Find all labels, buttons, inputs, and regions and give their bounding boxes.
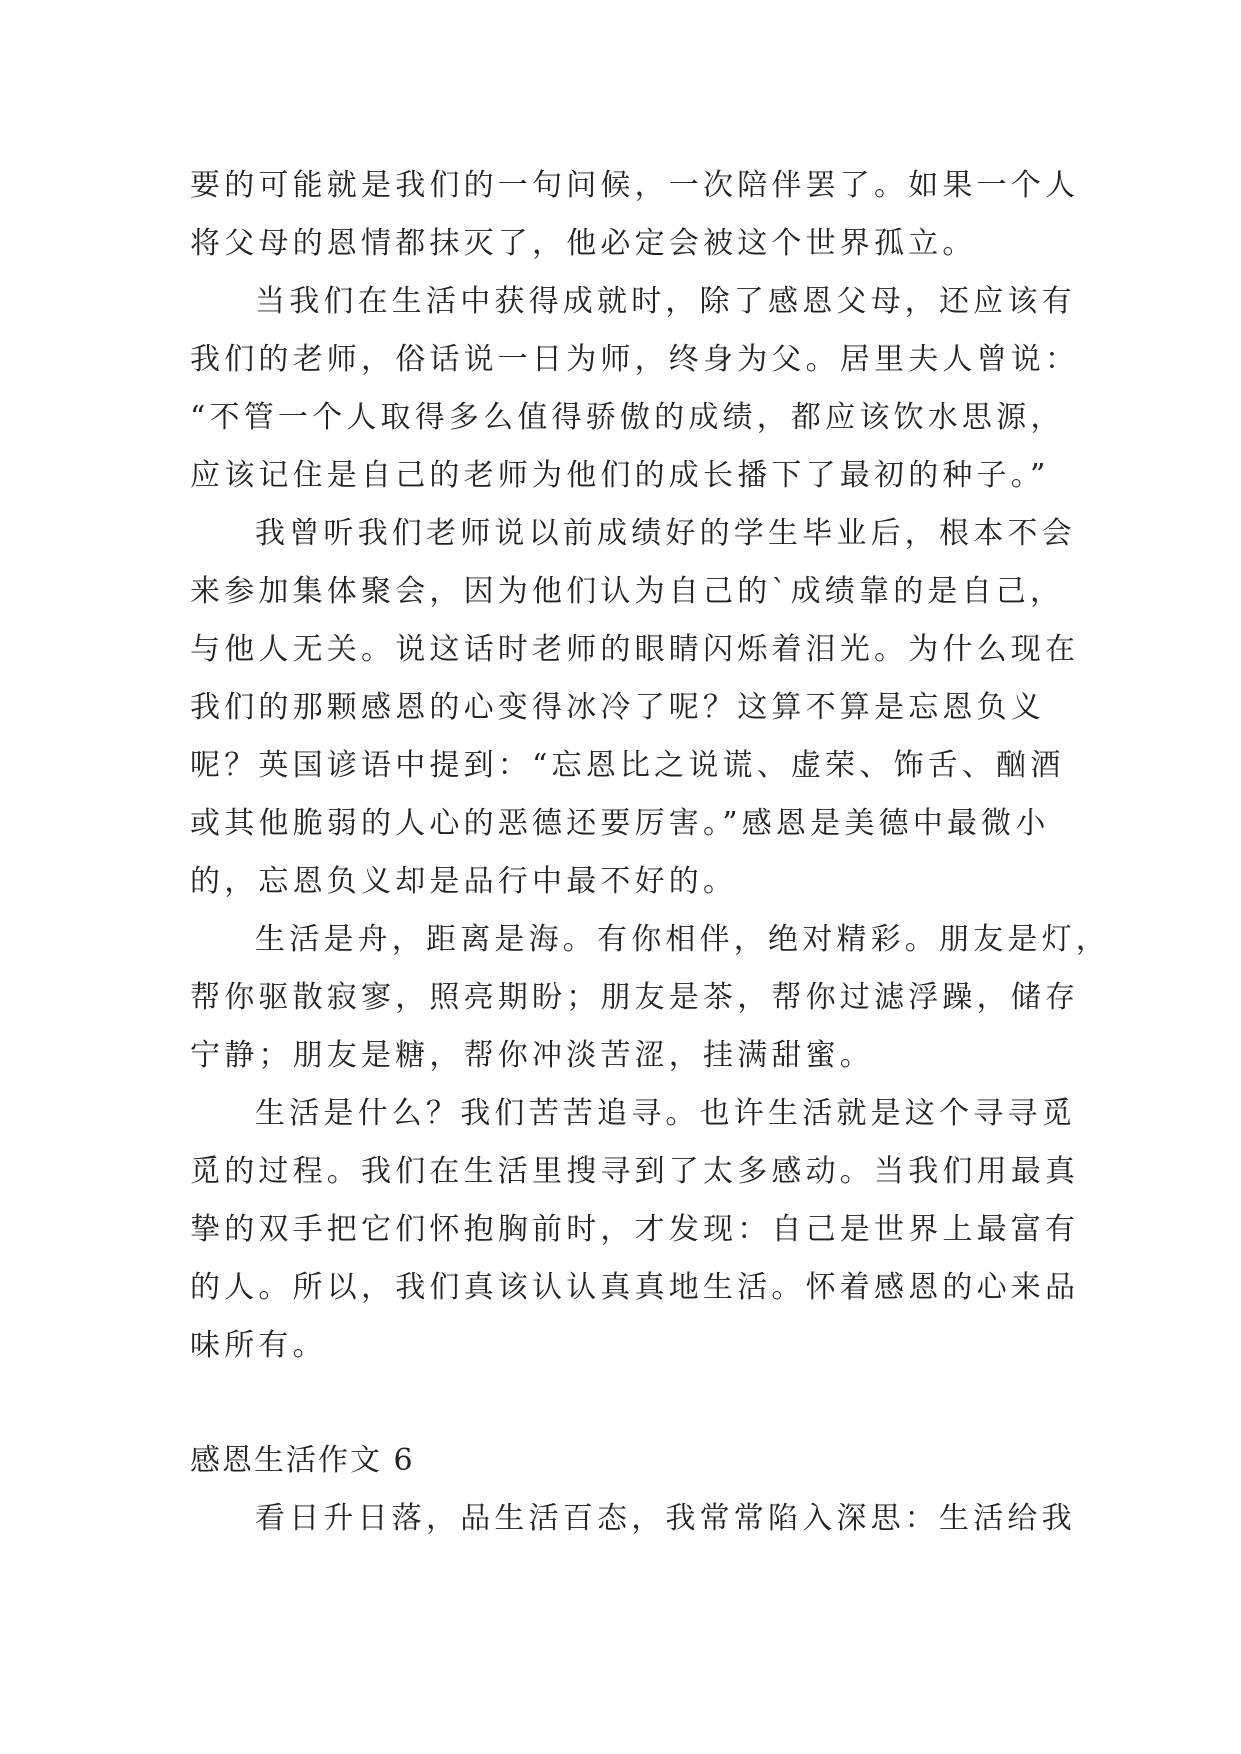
text-line: 与他人无关。说这话时老师的眼睛闪烁着泪光。为什么现在	[190, 632, 1080, 667]
text-line: 生活是什么？我们苦苦追寻。也许生活就是这个寻寻觅	[255, 1096, 1076, 1131]
text-line: 我们的那颗感恩的心变得冰冷了呢？这算不算是忘恩负义	[190, 690, 1045, 725]
text-line: 来参加集体聚会，因为他们认为自己的`成绩靠的是自己，	[190, 574, 1065, 609]
text-line: 将父母的恩情都抹灭了，他必定会被这个世界孤立。	[190, 226, 977, 261]
text-line: 味所有。	[190, 1328, 327, 1363]
text-line: 应该记住是自己的老师为他们的成长播下了最初的种子。”	[190, 458, 1050, 493]
text-line: 挚的双手把它们怀抱胸前时，才发现：自己是世界上最富有	[190, 1212, 1080, 1247]
text-line: “不管一个人取得多么值得骄傲的成绩，都应该饮水思源，	[190, 400, 1065, 435]
text-line: 我曾听我们老师说以前成绩好的学生毕业后，根本不会	[255, 516, 1076, 551]
text-line: 的，忘恩负义却是品行中最不好的。	[190, 864, 738, 899]
text-line: 或其他脆弱的人心的恶德还要厉害。”感恩是美德中最微小	[190, 806, 1050, 841]
text-line: 帮你驱散寂寥，照亮期盼；朋友是茶，帮你过滤浮躁，储存	[190, 980, 1080, 1015]
text-line: 生活是舟，距离是海。有你相伴，绝对精彩。朋友是灯，	[255, 922, 1110, 957]
text-line: 看日升日落，品生活百态，我常常陷入深思：生活给我	[255, 1501, 1076, 1536]
text-line: 宁静；朋友是糖，帮你冲淡苦涩，挂满甜蜜。	[190, 1038, 874, 1073]
text-line: 当我们在生活中获得成就时，除了感恩父母，还应该有	[255, 284, 1076, 319]
text-line: 的人。所以，我们真该认认真真地生活。怀着感恩的心来品	[190, 1270, 1080, 1305]
text-line: 要的可能就是我们的一句问候，一次陪伴罢了。如果一个人	[190, 168, 1080, 203]
text-line: 呢？英国谚语中提到：“忘恩比之说谎、虚荣、饰舌、酗酒	[190, 748, 1065, 783]
text-line: 觅的过程。我们在生活里搜寻到了太多感动。当我们用最真	[190, 1154, 1080, 1189]
text-line: 我们的老师，俗话说一日为师，终身为父。居里夫人曾说：	[190, 342, 1080, 377]
section-title: 感恩生活作文 6	[190, 1443, 415, 1478]
